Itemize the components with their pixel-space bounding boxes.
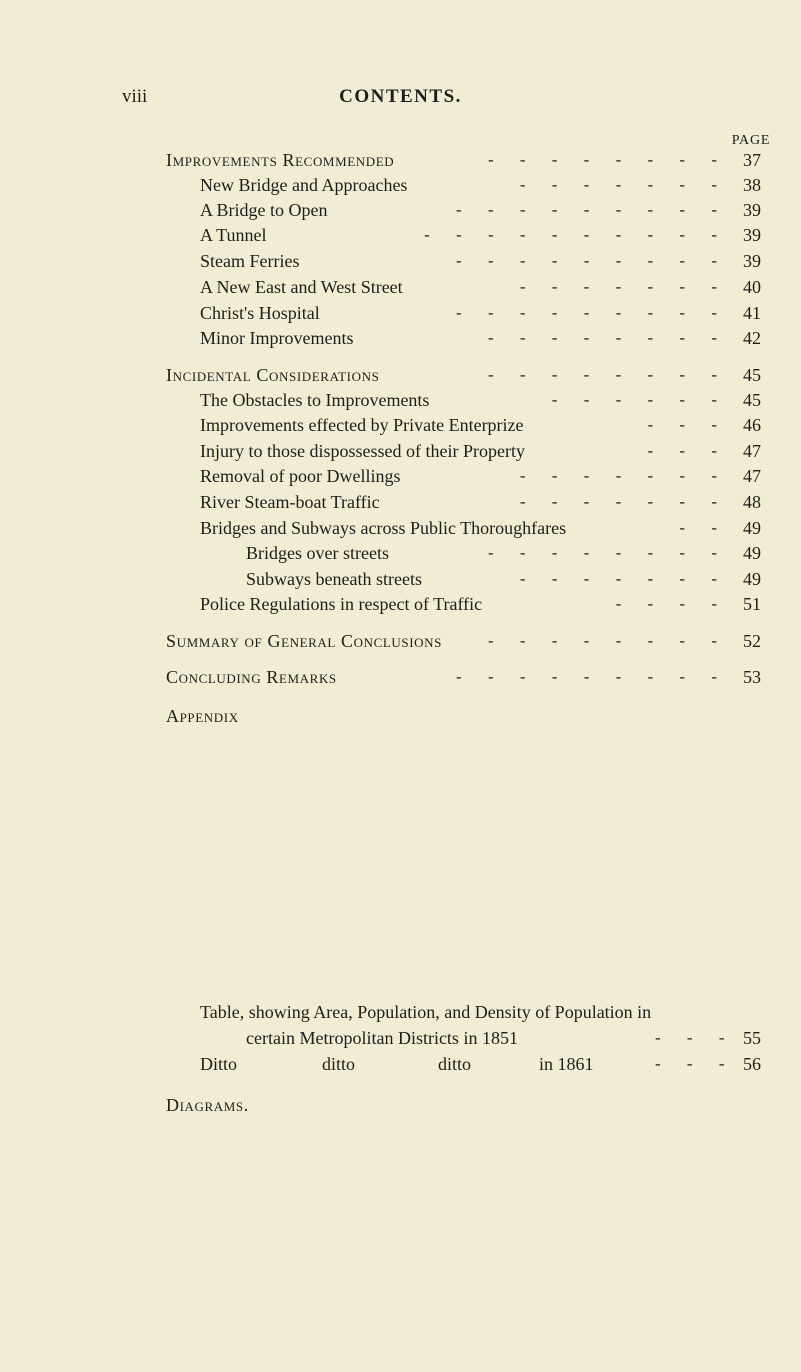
entry-page: 49 bbox=[743, 569, 761, 589]
leader-dots: - - - - - - - - - bbox=[456, 667, 728, 686]
entry-page: 47 bbox=[743, 466, 761, 486]
leader-dots: - - - - - - - bbox=[519, 569, 728, 588]
entry-title: A Tunnel bbox=[200, 225, 267, 245]
entry-page: 38 bbox=[743, 175, 761, 195]
page-numeral: viii bbox=[122, 86, 148, 107]
entry-title: Subways beneath streets bbox=[246, 569, 422, 589]
entry-title: Christ's Hospital bbox=[200, 303, 320, 323]
subsection-entry bbox=[0, 441, 801, 467]
leader-dots: - - - bbox=[647, 441, 728, 460]
entry-title: Diagrams. bbox=[166, 1095, 249, 1115]
entry-page: 56 bbox=[743, 1054, 761, 1074]
running-title: CONTENTS. bbox=[339, 86, 462, 107]
leader-dots: - - - - - - bbox=[551, 390, 728, 409]
subsection-entry bbox=[0, 328, 801, 354]
entry-page: 39 bbox=[743, 200, 761, 220]
entry-page: 47 bbox=[743, 441, 761, 461]
entry-page: 45 bbox=[743, 365, 761, 385]
entry-title: Table, showing Area, Population, and Density of Population in bbox=[200, 1002, 652, 1022]
ditto-4: in 1861 bbox=[539, 1054, 594, 1074]
appendix-ditto-line bbox=[0, 1054, 801, 1080]
leader-dots: - - - - - - - bbox=[519, 466, 728, 485]
leader-dots: - - - bbox=[655, 1054, 736, 1073]
subsection-entry bbox=[0, 251, 801, 277]
page-column-label: PAGE bbox=[731, 133, 771, 148]
subsection-entry bbox=[0, 200, 801, 226]
leader-dots: - - - - - - - - - bbox=[456, 200, 728, 219]
entry-title: Improvements Recommended bbox=[166, 150, 395, 170]
leader-dots: - - - bbox=[655, 1028, 736, 1047]
leader-dots: - - - - - - - bbox=[519, 277, 728, 296]
entry-title: Injury to those dispossessed of their Property bbox=[200, 441, 525, 461]
entry-title: A New East and West Street bbox=[200, 277, 403, 297]
entry-page: 51 bbox=[743, 594, 761, 614]
entry-title: Summary of General Conclusions bbox=[166, 631, 442, 651]
entry-page: 53 bbox=[743, 667, 761, 687]
section-entry bbox=[0, 365, 801, 391]
leader-dots: - - - bbox=[647, 415, 728, 434]
entry-title: Bridges over streets bbox=[246, 543, 389, 563]
leader-dots: - - - - bbox=[615, 594, 728, 613]
subsection-entry bbox=[0, 518, 801, 544]
entry-title: Police Regulations in respect of Traffic bbox=[200, 594, 483, 614]
leader-dots: - - - - - - - - bbox=[487, 328, 728, 347]
entry-title: New Bridge and Approaches bbox=[200, 175, 408, 195]
leader-dots: - - bbox=[679, 518, 728, 537]
entry-page: 39 bbox=[743, 251, 761, 271]
entry-title: Improvements effected by Private Enterprize bbox=[200, 415, 524, 435]
entry-title: Bridges and Subways across Public Thoroughfares bbox=[200, 518, 567, 538]
entry-page: 49 bbox=[743, 518, 761, 538]
section-entry bbox=[0, 667, 801, 693]
ditto-3: ditto bbox=[438, 1054, 472, 1074]
section-entry bbox=[0, 706, 801, 732]
entry-page: 37 bbox=[743, 150, 761, 170]
subsection-entry bbox=[0, 303, 801, 329]
entry-page: 49 bbox=[743, 543, 761, 563]
leader-dots: - - - - - - - bbox=[519, 492, 728, 511]
leader-dots: - - - - - - - - - bbox=[456, 303, 728, 322]
entry-page: 41 bbox=[743, 303, 761, 323]
subsection-entry bbox=[0, 390, 801, 416]
subsection-entry bbox=[0, 543, 801, 569]
entry-title: Incidental Considerations bbox=[166, 365, 380, 385]
entry-page: 46 bbox=[743, 415, 761, 435]
entry-title: Appendix bbox=[166, 706, 239, 726]
entry-page: 52 bbox=[743, 631, 761, 651]
entry-title: Minor Improvements bbox=[200, 328, 354, 348]
subsection-entry bbox=[0, 175, 801, 201]
entry-page: 40 bbox=[743, 277, 761, 297]
leader-dots: - - - - - - - - bbox=[487, 543, 728, 562]
subsection-entry bbox=[0, 466, 801, 492]
entry-title: Steam Ferries bbox=[200, 251, 300, 271]
subsection-entry bbox=[0, 569, 801, 595]
diagrams-heading bbox=[0, 1095, 801, 1121]
appendix-table-line1 bbox=[0, 1002, 801, 1028]
entry-title: The Obstacles to Improvements bbox=[200, 390, 430, 410]
subsection-entry bbox=[0, 415, 801, 441]
section-entry bbox=[0, 150, 801, 176]
entry-title: certain Metropolitan Districts in 1851 bbox=[246, 1028, 518, 1048]
leader-dots: - - - - - - - - - - bbox=[424, 225, 728, 244]
ditto-2: ditto bbox=[322, 1054, 356, 1074]
subsection-entry bbox=[0, 492, 801, 518]
section-entry bbox=[0, 631, 801, 657]
page-header bbox=[0, 86, 801, 112]
leader-dots: - - - - - - - - bbox=[487, 631, 728, 650]
leader-dots: - - - - - - - - - bbox=[456, 251, 728, 270]
leader-dots: - - - - - - - - bbox=[487, 365, 728, 384]
leader-dots: - - - - - - - bbox=[519, 175, 728, 194]
entry-page: 39 bbox=[743, 225, 761, 245]
entry-page: 48 bbox=[743, 492, 761, 512]
entry-title: Removal of poor Dwellings bbox=[200, 466, 401, 486]
entry-title: River Steam-boat Traffic bbox=[200, 492, 380, 512]
subsection-entry bbox=[0, 225, 801, 251]
entry-page: 55 bbox=[743, 1028, 761, 1048]
entry-title: A Bridge to Open bbox=[200, 200, 328, 220]
subsection-entry bbox=[0, 277, 801, 303]
entry-page: 42 bbox=[743, 328, 761, 348]
leader-dots: - - - - - - - - bbox=[487, 150, 728, 169]
appendix-table-line2 bbox=[0, 1028, 801, 1054]
ditto-1: Ditto bbox=[200, 1054, 238, 1074]
subsection-entry bbox=[0, 594, 801, 620]
entry-page: 45 bbox=[743, 390, 761, 410]
entry-title: Concluding Remarks bbox=[166, 667, 337, 687]
